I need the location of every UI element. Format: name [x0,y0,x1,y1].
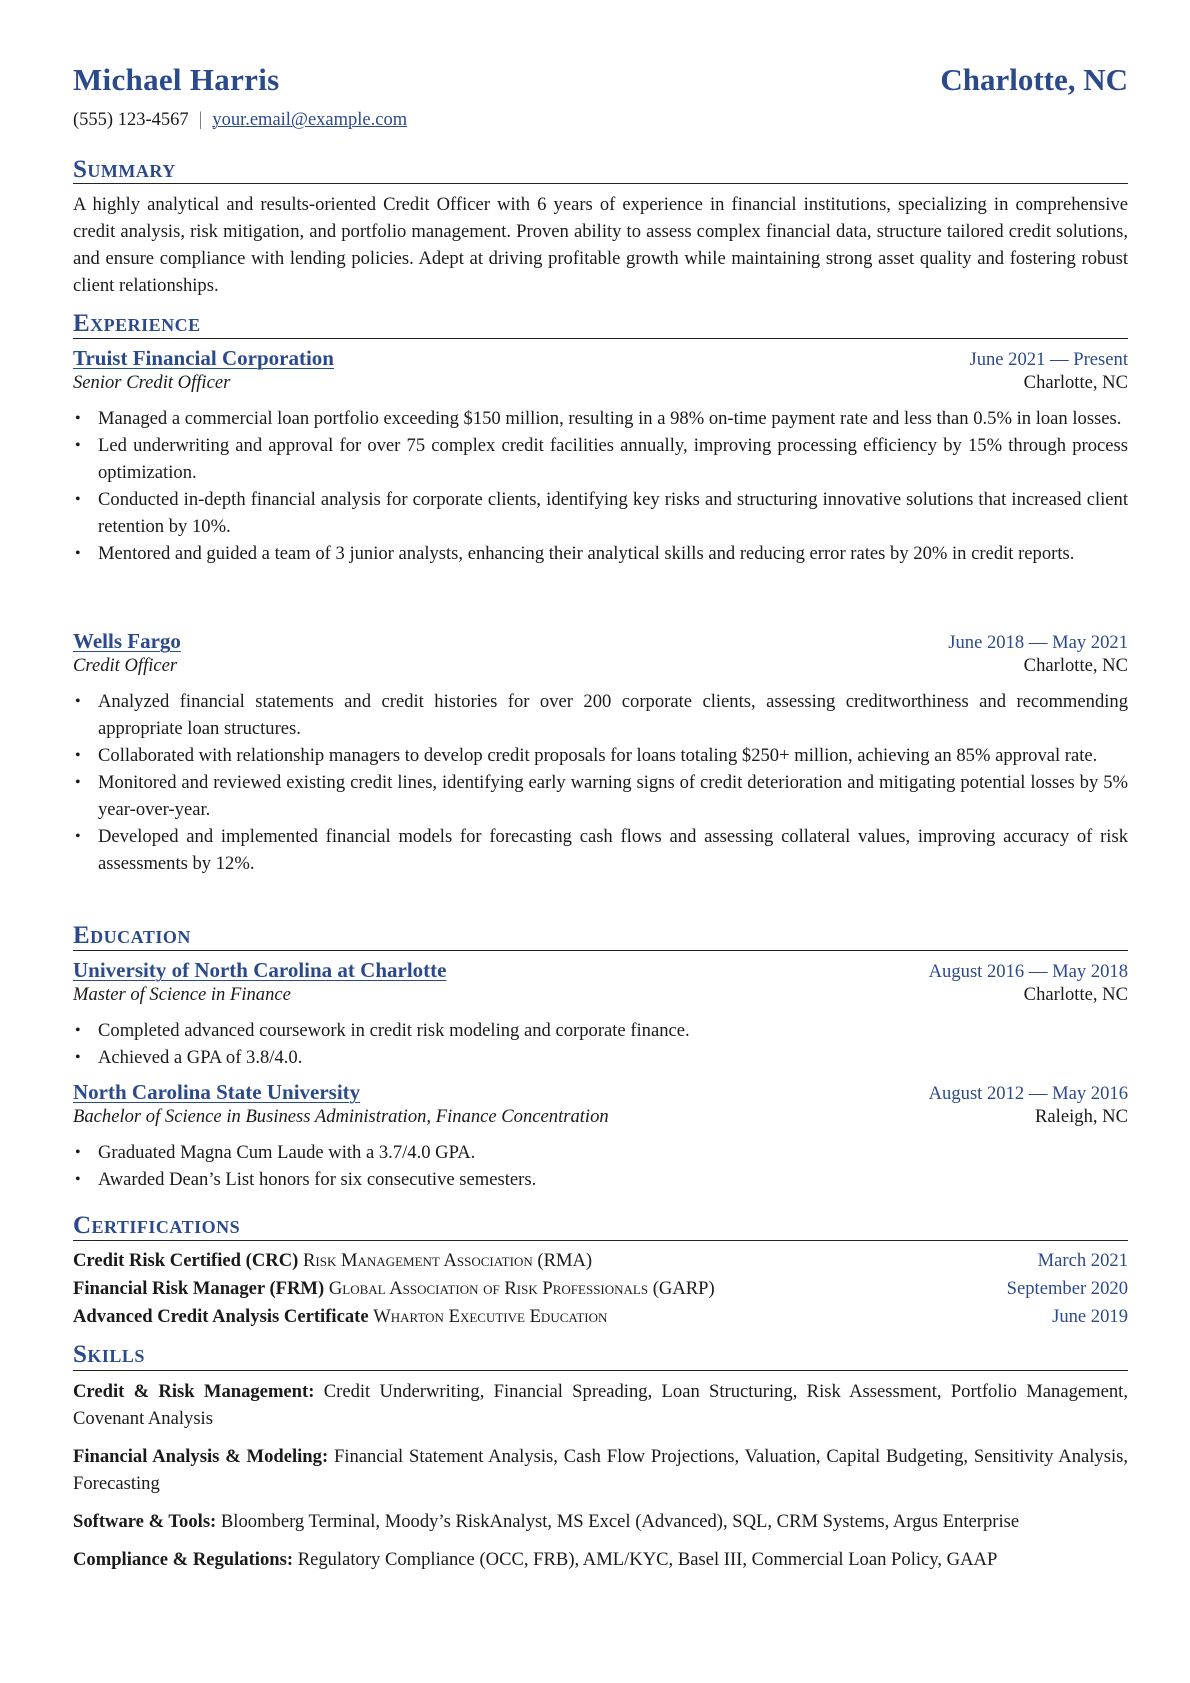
bullet-item: • Managed a commercial loan portfolio exceeding $150 million, resulting in a 98% on-time payment rate and less than 0.5% in loan losses. [73,405,1128,432]
certification-issuer: Risk Management Association (RMA) [302,1250,593,1271]
school-location: Charlotte, NC [1023,984,1128,1005]
section-title-experience: Experience [73,310,201,337]
bullet-item: • Analyzed financial statements and credit histories for over 200 corporate clients, assessing creditworthiness and recommending appropriate loan structures. [73,688,1128,742]
summary-text: A highly analytical and results-oriented Credit Officer with 6 years of experience in financial institutions, specializing in comprehensive credit analysis, risk mitigation, and portfolio management. Proven ability to assess complex financial data, structure tailored credit solutions, and ensure compliance with lending policies. Adept at driving profitable growth while maintaining strong asset quality and fostering robust client relationships. [73,194,1128,296]
section-divider [73,950,1128,951]
section-divider [73,1240,1128,1241]
candidate-location: Charlotte, NC [940,62,1128,97]
contact-separator: | [198,110,203,130]
certification-date: September 2020 [1006,1278,1128,1299]
section-title-education: Education [73,922,191,949]
skill-group-items: Regulatory Compliance (OCC, FRB), AML/KYC, Basel III, Commercial Loan Policy, GAAP [297,1549,998,1570]
section-divider [73,183,1128,184]
certification-issuer: Global Association of Risk Professionals (GARP) [328,1278,715,1299]
certification-issuer: Wharton Executive Education [373,1306,608,1327]
job-title: Senior Credit Officer [73,372,231,393]
job-bullets [73,405,1128,567]
certification-date: June 2019 [1052,1306,1128,1327]
certification-name: Credit Risk Certified (CRC) [73,1250,299,1271]
skill-group [73,1378,1128,1432]
bullet-item: • Monitored and reviewed existing credit lines, identifying early warning signs of credit deterioration and mitigating potential losses by 5% year-over-year. [73,769,1128,823]
certification-name: Advanced Credit Analysis Certificate [73,1306,369,1327]
job-location: Charlotte, NC [1023,655,1128,676]
certification-item [73,1247,1128,1275]
bullet-item: • Graduated Magna Cum Laude with a 3.7/4.0 GPA. [73,1139,1128,1166]
resume-header [73,62,1128,98]
skill-group [73,1546,1128,1573]
degree: Bachelor of Science in Business Administration, Finance Concentration [73,1106,609,1127]
certification-list [73,1247,1128,1331]
school-dates: August 2016 — May 2018 [928,961,1128,982]
school-location: Raleigh, NC [1035,1106,1128,1127]
section-title-summary: Summary [73,156,176,183]
section-divider [73,1370,1128,1371]
skill-group-label: Credit & Risk Management: [73,1381,315,1402]
bullet-item: • Completed advanced coursework in credit risk modeling and corporate finance. [73,1017,1128,1044]
job-dates: June 2018 — May 2021 [948,632,1128,653]
job-entry [73,629,1128,877]
skill-group-items: Bloomberg Terminal, Moody’s RiskAnalyst, MS Excel (Advanced), SQL, CRM Systems, Argus Enterprise [220,1511,1020,1532]
candidate-name: Michael Harris [73,62,280,97]
job-dates: June 2021 — Present [969,349,1128,370]
skill-group-items: Financial Statement Analysis, Cash Flow Projections, Valuation, Capital Budgeting, Sensitivity Analysis, Forecasting [73,1446,1129,1494]
phone-number: (555) 123-4567 [73,110,189,130]
certification-date: March 2021 [1037,1250,1128,1271]
section-title-skills: Skills [73,1341,145,1368]
school-link[interactable]: University of North Carolina at Charlotte [73,958,447,982]
education-entry [73,958,1128,1071]
bullet-item: • Achieved a GPA of 3.8/4.0. [73,1044,1128,1071]
skill-group-label: Software & Tools: [73,1511,217,1532]
certification-item [73,1275,1128,1303]
bullet-item: • Awarded Dean’s List honors for six consecutive semesters. [73,1166,1128,1193]
degree: Master of Science in Finance [73,984,291,1005]
education-bullets [73,1017,1128,1071]
company-link[interactable]: Truist Financial Corporation [73,346,334,370]
bullet-item: • Mentored and guided a team of 3 junior analysts, enhancing their analytical skills and reducing error rates by 20% in credit reports. [73,540,1128,567]
job-entry [73,346,1128,567]
job-title: Credit Officer [73,655,178,676]
job-location: Charlotte, NC [1023,372,1128,393]
email-link[interactable]: your.email@example.com [212,110,408,130]
bullet-item: • Developed and implemented financial models for forecasting cash flows and assessing collateral values, improving accuracy of risk assessments by 12%. [73,823,1128,877]
contact-line [73,110,1128,131]
education-entry [73,1080,1128,1193]
bullet-item: • Conducted in-depth financial analysis for corporate clients, identifying key risks and structuring innovative solutions that increased client retention by 10%. [73,486,1128,540]
skill-group-label: Financial Analysis & Modeling: [73,1446,329,1467]
bullet-item: • Led underwriting and approval for over 75 complex credit facilities annually, improving processing efficiency by 15% through process optimization. [73,432,1128,486]
school-dates: August 2012 — May 2016 [928,1083,1128,1104]
company-link[interactable]: Wells Fargo [73,629,181,653]
education-bullets [73,1139,1128,1193]
certification-item [73,1303,1128,1331]
job-bullets [73,688,1128,877]
skill-group [73,1508,1128,1535]
section-divider [73,338,1128,339]
skill-group-items: Credit Underwriting, Financial Spreading, Loan Structuring, Risk Assessment, Portfolio Management, Covenant Analysis [73,1381,1128,1429]
section-title-certifications: Certifications [73,1212,241,1239]
school-link[interactable]: North Carolina State University [73,1080,361,1104]
skill-group [73,1443,1128,1497]
skills-list [73,1378,1128,1573]
bullet-item: • Collaborated with relationship managers to develop credit proposals for loans totaling $250+ million, achieving an 85% approval rate. [73,742,1128,769]
skill-group-label: Compliance & Regulations: [73,1549,294,1570]
certification-name: Financial Risk Manager (FRM) [73,1278,325,1299]
